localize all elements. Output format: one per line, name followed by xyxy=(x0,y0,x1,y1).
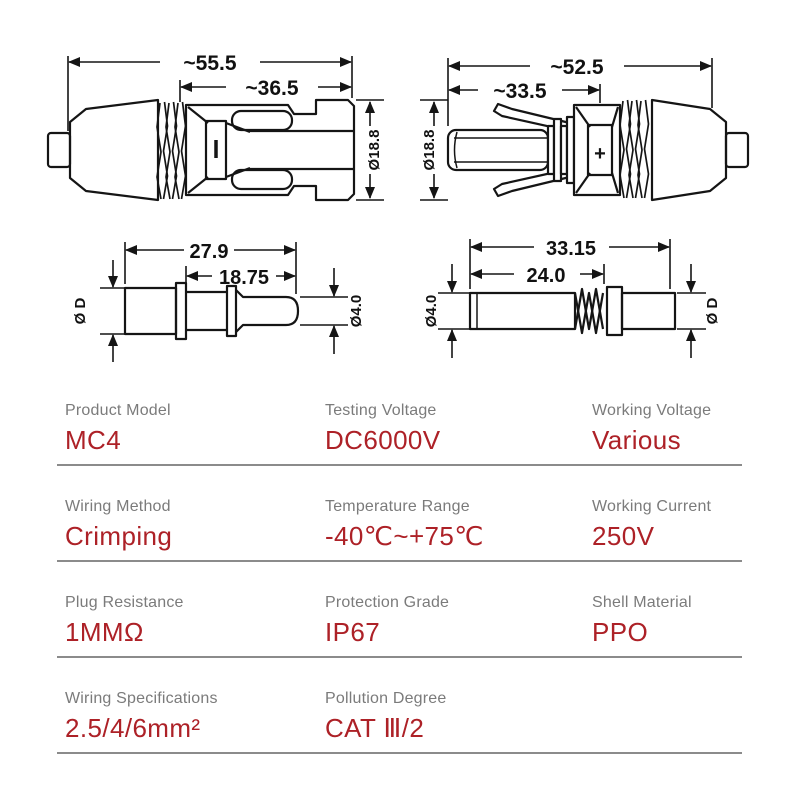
spec-value-pollution-degree: CAT Ⅲ/2 xyxy=(325,713,425,744)
connector-plus-drawing xyxy=(420,56,748,200)
dim-label-minus-front: ~36.5 xyxy=(245,77,299,100)
minus-slot-bottom xyxy=(232,170,292,189)
spec-label-wiring-specifications: Wiring Specifications xyxy=(65,689,218,707)
spec-value-wiring-method: Crimping xyxy=(65,521,173,552)
dim-label-pin-male-overall: 27.9 xyxy=(189,241,229,263)
dim-label-pin-female-left-diameter: Ø4.0 xyxy=(423,294,440,328)
dim-label-pin-male-pin: 18.75 xyxy=(218,267,270,289)
spec-label-protection-grade: Protection Grade xyxy=(325,593,450,611)
dim-label-pin-male-left-diameter: Ø D xyxy=(72,297,89,325)
plus-contact-barrel xyxy=(448,130,548,170)
spec-cell xyxy=(65,498,325,551)
pin-female-barrel xyxy=(470,293,575,329)
spec-label-temperature-range: Temperature Range xyxy=(325,497,470,515)
spec-cell xyxy=(325,498,592,551)
dim-label-plus-front: ~33.5 xyxy=(493,80,547,103)
minus-slot-top xyxy=(232,111,292,130)
spec-cell xyxy=(325,402,592,455)
dim-label-pin-male-right-diameter: Ø4.0 xyxy=(348,294,365,328)
pin-male-crimp-barrel xyxy=(125,288,176,334)
spec-value-working-voltage: Various xyxy=(592,425,682,456)
spec-value-working-current: 250V xyxy=(592,521,655,552)
spec-label-testing-voltage: Testing Voltage xyxy=(325,402,437,419)
spec-cell xyxy=(65,402,325,455)
dim-label-minus-overall: ~55.5 xyxy=(183,52,237,75)
spec-label-product-model: Product Model xyxy=(65,402,171,419)
spec-cell xyxy=(65,594,325,647)
spec-cell xyxy=(325,594,592,647)
pin-male-drawing xyxy=(72,241,365,362)
dim-label-minus-diameter: Ø18.8 xyxy=(366,129,383,171)
pin-male-contact-pin xyxy=(236,290,298,332)
spec-label-shell-material: Shell Material xyxy=(592,593,692,611)
spec-value-product-model: MC4 xyxy=(65,425,122,456)
minus-threads xyxy=(157,102,186,199)
plus-threads xyxy=(620,100,649,198)
spec-row-2 xyxy=(57,486,742,562)
spec-label-working-voltage: Working Voltage xyxy=(592,402,712,419)
technical-drawings xyxy=(0,0,800,390)
minus-end-cap xyxy=(48,133,70,167)
spec-value-shell-material: PPO xyxy=(592,617,649,648)
spec-value-plug-resistance: 1MMΩ xyxy=(65,617,144,648)
pin-male-ridge xyxy=(227,286,236,336)
plus-end-cap xyxy=(726,133,748,167)
connector-minus-drawing xyxy=(48,52,384,200)
minus-body xyxy=(186,100,354,200)
pin-female-ring xyxy=(607,287,622,335)
spec-label-plug-resistance: Plug Resistance xyxy=(65,593,184,611)
spec-cell xyxy=(592,594,742,647)
spec-row-1 xyxy=(57,390,742,466)
pin-male-mid-section xyxy=(186,292,227,330)
spec-label-wiring-method: Wiring Method xyxy=(65,497,171,515)
minus-gland-nut xyxy=(70,100,158,200)
spec-row-4 xyxy=(57,678,742,754)
spec-cell xyxy=(592,402,742,455)
spec-label-working-current: Working Current xyxy=(592,497,712,515)
spec-cell xyxy=(325,690,592,743)
pin-female-drawing xyxy=(423,238,721,358)
dim-label-pin-female-body: 24.0 xyxy=(526,265,566,287)
spec-cell xyxy=(592,498,742,551)
dim-label-pin-female-right-diameter: Ø D xyxy=(704,297,721,325)
spec-table xyxy=(57,390,742,754)
dim-label-plus-overall: ~52.5 xyxy=(550,56,604,79)
spec-value-temperature-range: -40℃~+75℃ xyxy=(325,521,484,552)
pin-male-flange xyxy=(176,283,186,339)
spec-cell xyxy=(65,690,325,743)
dim-label-pin-female-overall: 33.15 xyxy=(545,238,597,260)
plus-gland-nut xyxy=(652,100,726,200)
spec-value-wiring-specifications: 2.5/4/6mm² xyxy=(65,713,201,744)
spec-value-protection-grade: IP67 xyxy=(325,617,381,648)
spec-row-3 xyxy=(57,582,742,658)
spec-cell-empty xyxy=(592,690,742,743)
plus-collar xyxy=(548,117,574,183)
polarity-plus-mark: + xyxy=(594,143,606,165)
dim-label-plus-diameter: Ø18.8 xyxy=(421,129,438,171)
pin-female-crimp-end xyxy=(622,293,675,329)
spec-label-pollution-degree: Pollution Degree xyxy=(325,689,447,707)
spec-value-testing-voltage: DC6000V xyxy=(325,425,441,456)
